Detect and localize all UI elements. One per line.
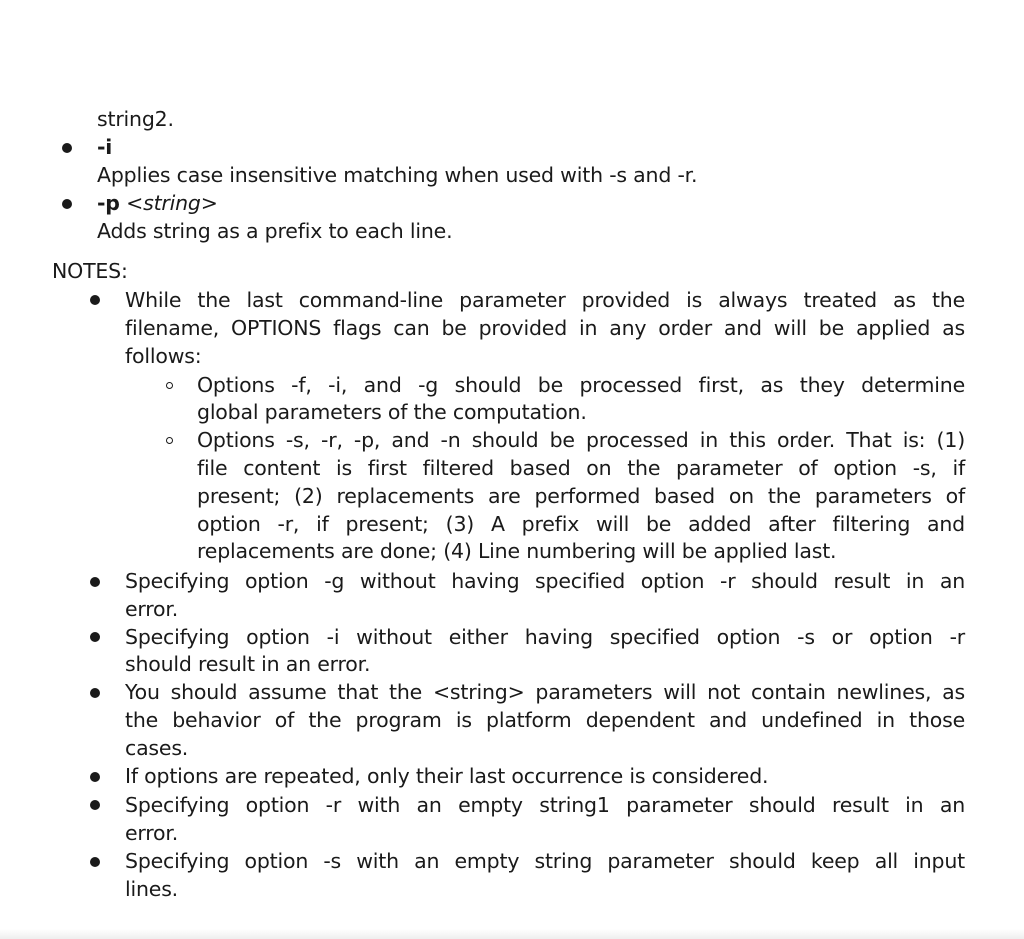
bullet-icon bbox=[90, 688, 100, 698]
page-bottom-edge bbox=[0, 929, 1024, 939]
option-p-description: Adds string as a prefix to each line. bbox=[97, 219, 453, 243]
note-4-line-2: the behavior of the program is platform dependent and undefined in those bbox=[125, 708, 965, 732]
option-i-description: Applies case insensitive matching when used with -s and -r. bbox=[97, 163, 698, 187]
option-prev-line: string2. bbox=[97, 107, 174, 131]
note-7-line-1: Specifying option -s with an empty string parameter should keep all input bbox=[125, 849, 965, 873]
sub-bullet-icon bbox=[166, 437, 173, 444]
note-1-line-2: filename, OPTIONS flags can be provided in any order and will be applied as bbox=[125, 316, 965, 340]
bullet-icon bbox=[90, 800, 100, 810]
note-2-line-2: error. bbox=[125, 597, 179, 621]
sub-bullet-icon bbox=[166, 382, 173, 389]
note-3-line-1: Specifying option -i without either having specified option -s or option -r bbox=[125, 625, 965, 649]
note-5-line-1: If options are repeated, only their last occurrence is considered. bbox=[125, 764, 769, 788]
note-6-line-2: error. bbox=[125, 821, 179, 845]
note-6-line-1: Specifying option -r with an empty string1 parameter should result in an bbox=[125, 793, 965, 817]
note-4-line-1: You should assume that the <string> parameters will not contain newlines, as bbox=[125, 680, 965, 704]
bullet-icon bbox=[90, 857, 100, 867]
option-i-flag: -i bbox=[97, 135, 113, 159]
subnote-1-line-2: global parameters of the computation. bbox=[197, 400, 587, 424]
note-1-line-3: follows: bbox=[125, 344, 202, 368]
note-1-line-1: While the last command-line parameter provided is always treated as the bbox=[125, 288, 965, 312]
note-7-line-2: lines. bbox=[125, 877, 178, 901]
note-4-line-3: cases. bbox=[125, 736, 189, 760]
bullet-icon bbox=[90, 295, 100, 305]
subnote-2-line-3: present; (2) replacements are performed based on the parameters of bbox=[197, 484, 965, 508]
bullet-icon bbox=[90, 632, 100, 642]
bullet-icon bbox=[62, 199, 72, 209]
bullet-icon bbox=[90, 577, 100, 587]
note-2-line-1: Specifying option -g without having specified option -r should result in an bbox=[125, 569, 965, 593]
bullet-icon bbox=[62, 143, 72, 153]
bullet-icon bbox=[90, 772, 100, 782]
subnote-2-line-5: replacements are done; (4) Line numbering will be applied last. bbox=[197, 539, 837, 563]
subnote-1-line-1: Options -f, -i, and -g should be processed first, as they determine bbox=[197, 373, 965, 397]
subnote-2-line-4: option -r, if present; (3) A prefix will be added after filtering and bbox=[197, 512, 965, 536]
subnote-2-line-2: file content is first filtered based on the parameter of option -s, if bbox=[197, 456, 965, 480]
option-p-flag: -p <string> bbox=[97, 191, 218, 215]
subnote-2-line-1: Options -s, -r, -p, and -n should be processed in this order. That is: (1) bbox=[197, 428, 965, 452]
notes-heading: NOTES: bbox=[52, 259, 128, 283]
note-3-line-2: should result in an error. bbox=[125, 652, 371, 676]
